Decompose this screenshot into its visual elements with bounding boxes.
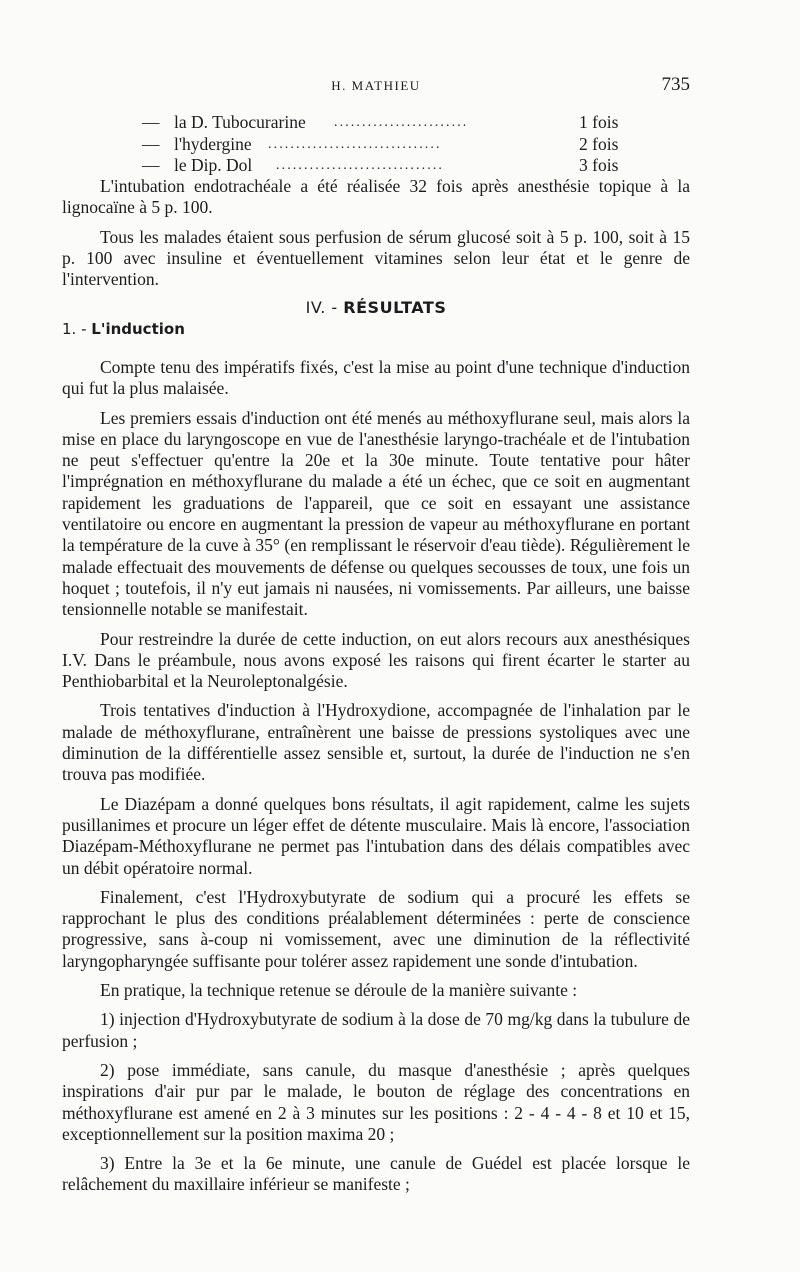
paragraph: Compte tenu des impératifs fixés, c'est la mise au point d'une technique d'induction qui fut la plus malaisée. xyxy=(62,357,690,399)
intro-text xyxy=(62,176,690,298)
document-page xyxy=(62,0,690,1272)
section-number: IV. xyxy=(305,298,326,317)
paragraph: Trois tentatives d'induction à l'Hydroxydione, accompagnée de l'inhalation par le malade de méthoxyflurane, entraînèrent une baisse de pressions systoliques avec une diminution de la différentielle assez sensible et, surtout, la durée de l'induction ne s'en trouva pas modifiée. xyxy=(62,700,690,785)
list-item-name: le Dip. Dol xyxy=(174,155,253,175)
paragraph: L'intubation endotrachéale a été réalisée 32 fois après anesthésie topique à la lignocaïne à 5 p. 100. xyxy=(62,176,690,218)
paragraph: 2) pose immédiate, sans canule, du masque d'anesthésie ; après quelques inspirations d'air pur par le malade, le bouton de réglage des concentrations en méthoxyflurane est amené en 2 à 3 minutes sur les positions : 2 - 4 - 4 - 8 et 10 et 15, exceptionnellement sur la position maxima 20 ; xyxy=(62,1059,690,1144)
list-leader-dots: ............................... xyxy=(268,136,442,152)
subsection-separator: - xyxy=(81,320,87,338)
paragraph: 1) injection d'Hydroxybutyrate de sodium à la dose de 70 mg/kg dans la tubulure de perfusion ; xyxy=(62,1009,690,1051)
list-item-count: 3 fois xyxy=(579,155,619,175)
drug-list xyxy=(62,112,690,177)
list-leader-dots: .............................. xyxy=(276,158,444,173)
list-leader-dots: ........................ xyxy=(334,115,469,130)
page-number: 735 xyxy=(661,74,690,95)
list-item xyxy=(62,112,690,134)
list-dash: — xyxy=(142,133,160,154)
list-item xyxy=(62,155,690,177)
list-item xyxy=(62,134,690,156)
list-item-name: l'hydergine xyxy=(174,133,252,154)
list-dash: — xyxy=(142,155,160,175)
section-title: RÉSULTATS xyxy=(343,298,447,317)
subsection-heading xyxy=(62,320,185,338)
paragraph: Les premiers essais d'induction ont été menés au méthoxyflurane seul, mais alors la mise en place du laryngoscope en vue de l'anesthésie laryngo-trachéale et de l'intubation ne peut s'effectuer qu'entre la 20e et la 30e minute. Toute tentative pour hâter l'imprégnation en méthoxyflurane du malade a été un échec, que ce soit en augmentant rapidement les graduations de l'appareil, que ce soit en essayant une assistance ventilatoire ou encore en augmentant la pression de vapeur au méthoxyflurane en portant la température de la cuve à 35° (en remplissant le réservoir d'eau tiède). Régulièrement le malade effectuait des mouvements de défense ou quelques secousses de toux, une fois un hoquet ; toutefois, il n'y eut jamais ni nausées, ni vomissements. Par ailleurs, une baisse tensionnelle notable se manifestait. xyxy=(62,407,690,620)
paragraph: Le Diazépam a donné quelques bons résultats, il agit rapidement, calme les sujets pusillanimes et procure un léger effet de détente musculaire. Mais là encore, l'association Diazépam-Méthoxyflurane ne permet pas l'intubation dans des délais compatibles avec un débit opératoire normal. xyxy=(62,793,690,878)
paragraph: Pour restreindre la durée de cette induction, on eut alors recours aux anesthésiques I.V. Dans le préambule, nous avons exposé les raisons qui firent écarter le starter au Penthiobarbital et la Neuroleptonalgésie. xyxy=(62,628,690,692)
list-item-count: 1 fois xyxy=(579,112,619,132)
subsection-number: 1. xyxy=(62,320,77,338)
page-header xyxy=(62,74,690,98)
paragraph: Finalement, c'est l'Hydroxybutyrate de sodium qui a procuré les effets se rapprochant le plus des conditions préalablement déterminées : perte de conscience progressive, sans à-coup ni vomissement, avec une diminution de la réflectivité laryngopharyngée suffisante pour tolérer assez rapidement une sonde d'intubation. xyxy=(62,886,690,971)
paragraph: 3) Entre la 3e et la 6e minute, une canule de Guédel est placée lorsque le relâchement du maxillaire inférieur se manifeste ; xyxy=(62,1153,690,1195)
paragraph: En pratique, la technique retenue se déroule de la manière suivante : xyxy=(100,980,578,1001)
section-heading xyxy=(62,298,690,317)
list-item-count: 2 fois xyxy=(579,133,619,154)
list-dash: — xyxy=(142,112,160,132)
subsection-title: L'induction xyxy=(91,320,185,338)
running-head: H. MATHIEU xyxy=(331,78,421,93)
body-text xyxy=(62,357,690,1204)
list-item-name: la D. Tubocurarine xyxy=(174,112,306,132)
paragraph: Tous les malades étaient sous perfusion de sérum glucosé soit à 5 p. 100, soit à 15 p. 100 avec insuline et éventuellement vitamines selon leur état et le genre de l'intervention. xyxy=(62,226,690,290)
section-separator: - xyxy=(331,298,338,317)
